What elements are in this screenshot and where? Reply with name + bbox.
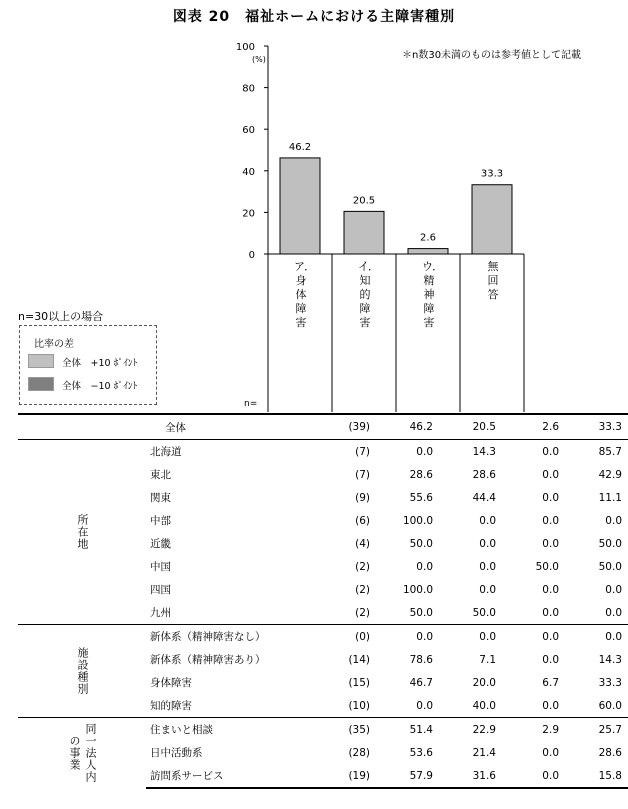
figure-title: 図表 20 福祉ホームにおける主障害種別 bbox=[172, 9, 456, 25]
legend-box bbox=[19, 325, 157, 405]
row-value: 0.0 bbox=[542, 514, 559, 527]
row-value: 100.0 bbox=[402, 583, 433, 596]
total-row bbox=[18, 414, 628, 440]
row-value: 44.4 bbox=[472, 491, 496, 504]
total-value: 20.5 bbox=[439, 414, 502, 440]
row-value: 57.9 bbox=[376, 764, 439, 788]
bar-value-label: 20.5 bbox=[352, 195, 376, 207]
row-value: 0.0 bbox=[439, 625, 502, 649]
row-n: (14) bbox=[348, 653, 370, 666]
row-value: 22.9 bbox=[439, 718, 502, 742]
row-n: (7) bbox=[355, 445, 370, 458]
y-tick-label: 60 bbox=[242, 125, 255, 137]
row-value: 0.0 bbox=[479, 583, 496, 596]
row-value: 0.0 bbox=[542, 468, 559, 481]
row-label: 新体系（精神障害あり） bbox=[150, 654, 266, 666]
row-label: 住まいと相談 bbox=[146, 718, 333, 742]
column-header: ウ．精神障害 bbox=[422, 260, 444, 329]
legend-swatch-minus bbox=[28, 377, 54, 391]
row-label: 東北 bbox=[150, 469, 171, 481]
row-n: (7) bbox=[355, 468, 370, 481]
row-value: 0.0 bbox=[565, 625, 628, 649]
row-label: 近畿 bbox=[150, 538, 171, 550]
y-tick-label: 80 bbox=[242, 83, 255, 95]
y-tick-label: 0 bbox=[248, 250, 255, 261]
row-value: 51.4 bbox=[376, 718, 439, 742]
total-n: (39) bbox=[333, 414, 376, 440]
row-value: 40.0 bbox=[472, 699, 496, 712]
row-value: 6.7 bbox=[542, 676, 559, 689]
row-label: 新体系（精神障害なし） bbox=[146, 625, 333, 649]
row-n: (2) bbox=[355, 560, 370, 573]
row-label: 日中活動系 bbox=[150, 747, 203, 759]
row-n: (35) bbox=[333, 718, 376, 742]
row-value: 85.7 bbox=[598, 445, 622, 458]
data-table bbox=[18, 413, 628, 789]
row-value: 50.0 bbox=[598, 560, 622, 573]
row-value: 28.6 bbox=[598, 746, 622, 759]
row-value: 20.0 bbox=[472, 676, 496, 689]
row-value: 55.6 bbox=[409, 491, 433, 504]
row-value: 50.0 bbox=[409, 606, 433, 619]
row-value: 2.9 bbox=[502, 718, 565, 742]
row-value: 100.0 bbox=[402, 514, 433, 527]
row-value: 0.0 bbox=[479, 537, 496, 550]
row-value: 0.0 bbox=[542, 537, 559, 550]
row-value: 0.0 bbox=[542, 653, 559, 666]
row-value: 0.0 bbox=[542, 606, 559, 619]
y-tick-label: 20 bbox=[242, 208, 255, 220]
row-value: 14.3 bbox=[472, 445, 496, 458]
row-value: 0.0 bbox=[542, 583, 559, 596]
row-value: 15.8 bbox=[565, 764, 628, 788]
row-n: (28) bbox=[348, 746, 370, 759]
row-label: 四国 bbox=[150, 584, 171, 596]
row-value: 0.0 bbox=[376, 625, 439, 649]
row-value: 28.6 bbox=[409, 468, 433, 481]
column-header: イ．知的障害 bbox=[358, 260, 380, 329]
row-label: 九州 bbox=[150, 607, 171, 619]
row-value: 0.0 bbox=[479, 560, 496, 573]
legend-section-title: n=30以上の場合 bbox=[18, 310, 104, 323]
total-value: 33.3 bbox=[565, 414, 628, 440]
table-row bbox=[18, 625, 628, 649]
row-value: 0.0 bbox=[502, 764, 565, 788]
row-label: 知的障害 bbox=[150, 700, 192, 712]
row-value: 11.1 bbox=[598, 491, 622, 504]
column-header: ア．身体障害 bbox=[294, 260, 316, 329]
row-value: 0.0 bbox=[605, 514, 622, 527]
bar-value-label: 33.3 bbox=[480, 168, 504, 180]
row-label: 中国 bbox=[150, 561, 171, 573]
y-tick-label: 40 bbox=[242, 166, 255, 178]
bar bbox=[344, 211, 384, 254]
row-label: 関東 bbox=[150, 492, 171, 504]
row-value: 50.0 bbox=[535, 560, 559, 573]
group-label: 所在地 bbox=[76, 514, 89, 550]
row-value: 0.0 bbox=[605, 583, 622, 596]
total-value: 2.6 bbox=[502, 414, 565, 440]
column-header: 無回答 bbox=[487, 260, 499, 301]
row-value: 0.0 bbox=[542, 445, 559, 458]
row-value: 60.0 bbox=[598, 699, 622, 712]
row-n: (4) bbox=[355, 537, 370, 550]
row-value: 0.0 bbox=[502, 625, 565, 649]
group-label: 施設種別 bbox=[18, 625, 146, 718]
row-n: (0) bbox=[333, 625, 376, 649]
row-value: 33.3 bbox=[598, 676, 622, 689]
row-n: (2) bbox=[355, 583, 370, 596]
reference-note: ＊n数30未満のものは参考値として記載 bbox=[402, 50, 582, 61]
y-axis-unit: (%) bbox=[252, 55, 266, 64]
row-n: (6) bbox=[355, 514, 370, 527]
legend-label-plus: 全体 +10 ﾎﾟｲﾝﾄ bbox=[62, 358, 138, 369]
row-n: (2) bbox=[355, 606, 370, 619]
row-value: 50.0 bbox=[472, 606, 496, 619]
bar-value-label: 2.6 bbox=[420, 232, 436, 244]
bar-value-label: 46.2 bbox=[288, 141, 312, 153]
row-label: 身体障害 bbox=[150, 677, 192, 689]
row-value: 0.0 bbox=[542, 491, 559, 504]
row-value: 31.6 bbox=[439, 764, 502, 788]
bar bbox=[280, 158, 320, 254]
row-value: 50.0 bbox=[409, 537, 433, 550]
row-value: 0.0 bbox=[542, 699, 559, 712]
table-row bbox=[18, 440, 628, 464]
n-header: n= bbox=[244, 399, 258, 409]
row-n: (19) bbox=[333, 764, 376, 788]
row-value: 78.6 bbox=[409, 653, 433, 666]
row-value: 46.7 bbox=[409, 676, 433, 689]
row-value: 50.0 bbox=[598, 537, 622, 550]
row-n: (10) bbox=[348, 699, 370, 712]
row-value: 42.9 bbox=[598, 468, 622, 481]
group-label: 同一法人内の事業 bbox=[18, 718, 146, 789]
total-value: 46.2 bbox=[376, 414, 439, 440]
row-label: 北海道 bbox=[150, 446, 182, 458]
row-n: (9) bbox=[355, 491, 370, 504]
row-value: 0.0 bbox=[479, 514, 496, 527]
row-value: 0.0 bbox=[416, 445, 433, 458]
row-label: 中部 bbox=[150, 515, 171, 527]
row-value: 0.0 bbox=[605, 606, 622, 619]
row-label: 訪問系サービス bbox=[146, 764, 333, 788]
table-row bbox=[18, 718, 628, 742]
bar bbox=[472, 185, 512, 254]
bar bbox=[408, 249, 448, 254]
row-value: 0.0 bbox=[416, 560, 433, 573]
row-value: 7.1 bbox=[479, 653, 496, 666]
legend-heading: 比率の差 bbox=[34, 339, 74, 350]
y-tick-label: 100 bbox=[235, 42, 255, 53]
row-value: 53.6 bbox=[409, 746, 433, 759]
row-value: 21.4 bbox=[472, 746, 496, 759]
row-n: (15) bbox=[348, 676, 370, 689]
row-value: 0.0 bbox=[416, 699, 433, 712]
legend-label-minus: 全体 −10 ﾎﾟｲﾝﾄ bbox=[62, 381, 138, 392]
row-value: 28.6 bbox=[472, 468, 496, 481]
total-label: 全体 bbox=[18, 414, 333, 440]
row-value: 25.7 bbox=[565, 718, 628, 742]
row-value: 0.0 bbox=[542, 746, 559, 759]
legend-swatch-plus bbox=[28, 354, 54, 368]
row-value: 14.3 bbox=[598, 653, 622, 666]
